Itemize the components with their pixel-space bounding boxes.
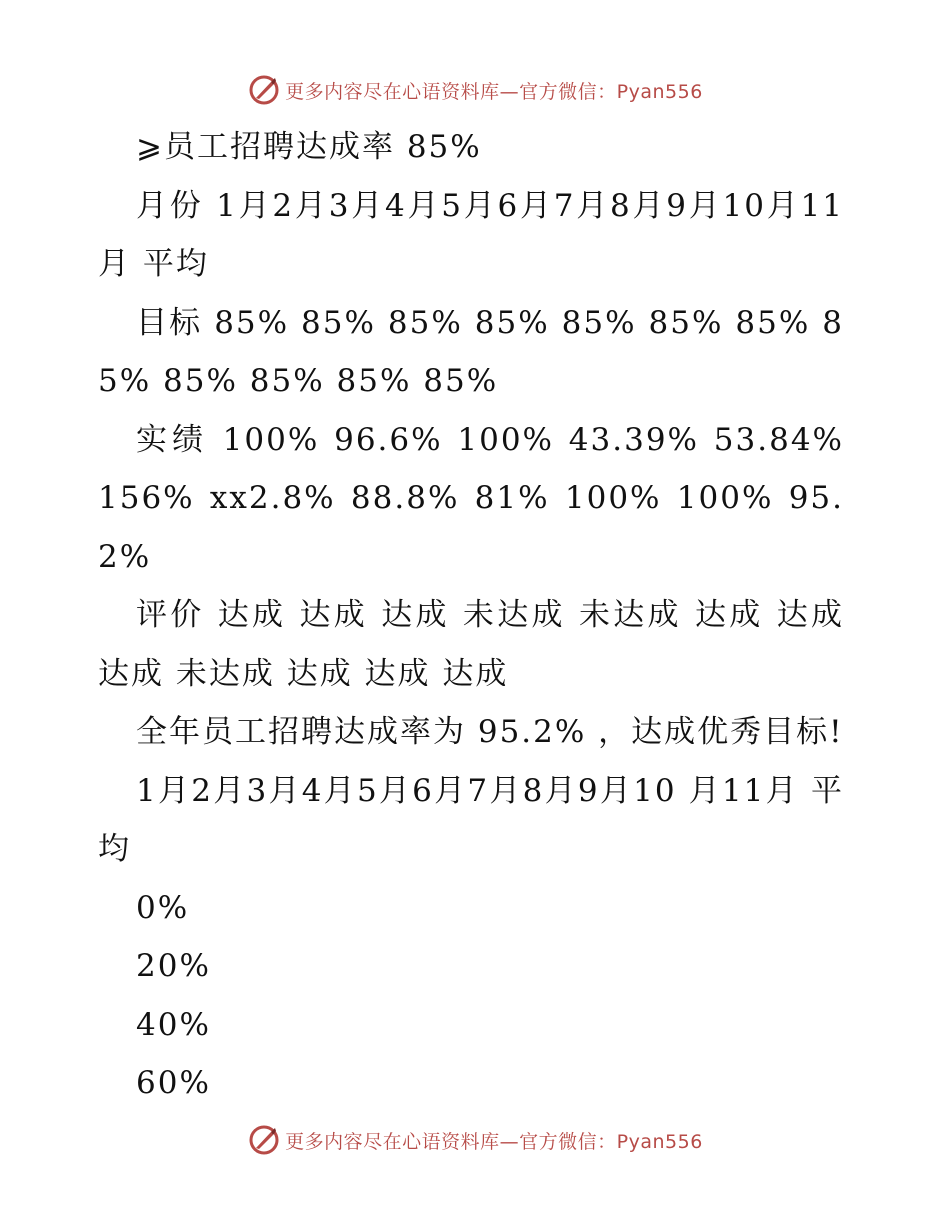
- paragraph-chart-months: 1月2月3月4月5月6月7月8月9月10 月11月 平均: [98, 772, 844, 867]
- paragraph-recruit-target: ⩾员工招聘达成率 85%: [136, 129, 482, 165]
- header-banner: [0, 70, 950, 110]
- paragraph-axis-20: 20%: [136, 948, 211, 984]
- document-body: [98, 118, 844, 1113]
- paragraph-axis-40: 40%: [136, 1006, 211, 1043]
- footer-banner: [0, 1120, 950, 1160]
- paragraph-axis-60: 60%: [136, 1065, 211, 1101]
- paragraph-targets: 目标 85% 85% 85% 85% 85% 85% 85% 85% 85% 85% 85% 85%: [98, 304, 844, 399]
- paragraph-axis-0: 0%: [136, 889, 190, 926]
- paragraph-evaluation: 评价 达成 达成 达成 未达成 未达成 达成 达成 达成 未达成 达成 达成 达成: [98, 597, 844, 692]
- footer-banner-text: 更多内容尽在心语资料库—官方微信：Pyan556: [285, 1130, 703, 1153]
- paragraph-actuals: 实绩 100% 96.6% 100% 43.39% 53.84% 156% xx2.8% 88.8% 81% 100% 100% 95.2%: [98, 421, 844, 575]
- paragraph-summary: 全年员工招聘达成率为 95.2% ，达成优秀目标!: [136, 714, 844, 750]
- paragraph-months: 月份 1月2月3月4月5月6月7月8月9月10月11 月 平均: [98, 187, 844, 282]
- quill-logo-icon: [247, 1123, 281, 1157]
- header-banner-text: 更多内容尽在心语资料库—官方微信：Pyan556: [285, 80, 703, 103]
- quill-logo-icon: [247, 73, 281, 107]
